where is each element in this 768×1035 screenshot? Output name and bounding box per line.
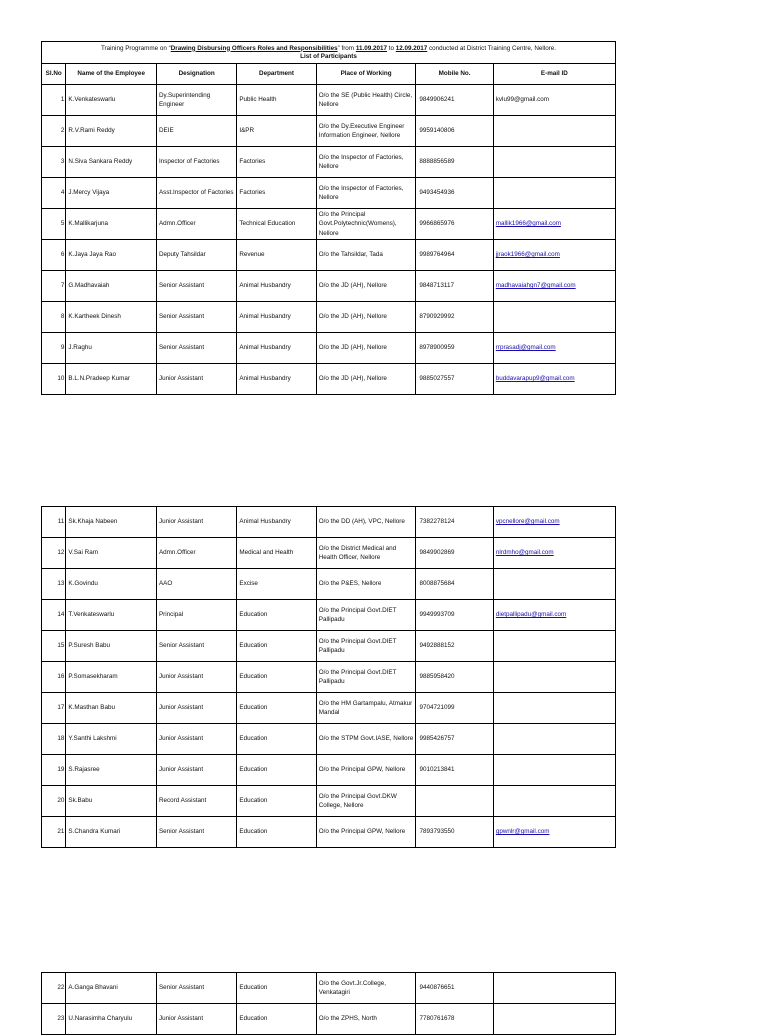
email-link[interactable]: jjraok1966@gmail.com xyxy=(495,251,560,259)
employee-name-cell: S.Chandra Kumari xyxy=(66,817,157,848)
email-cell xyxy=(493,973,615,1004)
email-cell xyxy=(493,147,615,178)
designation-cell: Deputy Tahsildar xyxy=(156,240,236,271)
designation-cell: Record Assistant xyxy=(156,786,236,817)
mobile-number-cell xyxy=(416,786,493,817)
employee-name-cell: Y.Santhi Lakshmi xyxy=(66,724,157,755)
department-cell: Education xyxy=(237,1004,316,1035)
department-cell: Technical Education xyxy=(237,209,316,240)
designation-cell: Admn.Officer xyxy=(156,538,236,569)
table-row xyxy=(42,147,616,178)
place-of-working-cell: O/o the P&ES, Nellore xyxy=(316,569,416,600)
serial-number-cell: 7 xyxy=(42,271,66,302)
table-row xyxy=(42,364,616,395)
mobile-number-cell: 9010213841 xyxy=(416,755,493,786)
employee-name-cell: K.Govindu xyxy=(66,569,157,600)
department-cell: Animal Husbandry xyxy=(237,271,316,302)
department-cell: Education xyxy=(237,724,316,755)
designation-cell: Junior Assistant xyxy=(156,724,236,755)
table-row xyxy=(42,507,616,538)
email-cell xyxy=(493,240,615,271)
email-cell xyxy=(493,507,615,538)
participants-table-page-3 xyxy=(41,972,616,1035)
department-cell: Animal Husbandry xyxy=(237,333,316,364)
department-cell: Education xyxy=(237,600,316,631)
designation-cell: AAO xyxy=(156,569,236,600)
table-row xyxy=(42,600,616,631)
email-cell xyxy=(493,755,615,786)
mobile-number-cell: 9848713117 xyxy=(416,271,493,302)
serial-number-cell: 22 xyxy=(42,973,66,1004)
table-row xyxy=(42,755,616,786)
employee-name-cell: A.Ganga Bhavani xyxy=(66,973,157,1004)
employee-name-cell: R.V.Rami Reddy xyxy=(66,116,157,147)
place-of-working-cell: O/o the JD (AH), Nellore xyxy=(316,271,416,302)
serial-number-cell: 4 xyxy=(42,178,66,209)
place-of-working-cell: O/o the Inspector of Factories, Nellore xyxy=(316,147,416,178)
serial-number-cell: 8 xyxy=(42,302,66,333)
table-row xyxy=(42,271,616,302)
serial-number-cell: 9 xyxy=(42,333,66,364)
place-of-working-cell: O/o the Dy.Executive Engineer Information Engineer, Nellore xyxy=(316,116,416,147)
serial-number-cell: 12 xyxy=(42,538,66,569)
designation-cell: Senior Assistant xyxy=(156,973,236,1004)
table-row xyxy=(42,85,616,116)
employee-name-cell: K.Kartheek Dinesh xyxy=(66,302,157,333)
table-row xyxy=(42,693,616,724)
department-cell: Revenue xyxy=(237,240,316,271)
email-link[interactable]: dietpallipadu@gmail.com xyxy=(495,611,567,619)
column-header: Name of the Employee xyxy=(66,64,157,85)
place-of-working-cell: O/o the SE (Public Health) Circle, Nellore xyxy=(316,85,416,116)
department-cell: Animal Husbandry xyxy=(237,302,316,333)
serial-number-cell: 2 xyxy=(42,116,66,147)
department-cell: Animal Husbandry xyxy=(237,507,316,538)
place-of-working-cell: O/o the Inspector of Factories, Nellore xyxy=(316,178,416,209)
place-of-working-cell: O/o the HM Gartampalu, Atmakur Mandal xyxy=(316,693,416,724)
email-link[interactable]: vpcnellore@gmail.com xyxy=(495,518,560,526)
designation-cell: DEIE xyxy=(156,116,236,147)
designation-cell: Junior Assistant xyxy=(156,693,236,724)
table-row xyxy=(42,538,616,569)
table-row xyxy=(42,786,616,817)
table-row xyxy=(42,302,616,333)
employee-name-cell: K.Venkateswarlu xyxy=(66,85,157,116)
department-cell: Education xyxy=(237,693,316,724)
list-title: List of Participants xyxy=(300,53,357,60)
mobile-number-cell: 9704721099 xyxy=(416,693,493,724)
serial-number-cell: 16 xyxy=(42,662,66,693)
mobile-number-cell: 9885027557 xyxy=(416,364,493,395)
department-cell: Education xyxy=(237,973,316,1004)
email-cell xyxy=(493,302,615,333)
email-cell xyxy=(493,364,615,395)
department-cell: Education xyxy=(237,755,316,786)
place-of-working-cell: O/o the Principal Govt.Polytechnic(Womens), Nellore xyxy=(316,209,416,240)
designation-cell: Senior Assistant xyxy=(156,817,236,848)
email-cell xyxy=(493,178,615,209)
serial-number-cell: 3 xyxy=(42,147,66,178)
email-cell xyxy=(493,786,615,817)
participants-table-page-1 xyxy=(41,41,616,395)
table-row xyxy=(42,116,616,147)
table-row xyxy=(42,724,616,755)
mobile-number-cell: 8790929992 xyxy=(416,302,493,333)
email-cell xyxy=(493,724,615,755)
department-cell: Education xyxy=(237,817,316,848)
department-cell: Public Health xyxy=(237,85,316,116)
table-row xyxy=(42,973,616,1004)
mobile-number-cell: 7780761678 xyxy=(416,1004,493,1035)
serial-number-cell: 10 xyxy=(42,364,66,395)
serial-number-cell: 20 xyxy=(42,786,66,817)
designation-cell: Dy.Superintending Engineer xyxy=(156,85,236,116)
email-cell xyxy=(493,662,615,693)
place-of-working-cell: O/o the Principal Govt.DIET Pallipadu xyxy=(316,662,416,693)
document-title: Training Programme on “Drawing Disbursing Officers Roles and Responsibilities” from 11.09.2017 to 12.09.2017 conducted at District Training Centre, Nellore. List of Participants xyxy=(42,42,616,64)
table-row xyxy=(42,178,616,209)
email-link[interactable]: mallik1966@gmail.com xyxy=(495,220,561,228)
email-cell xyxy=(493,1004,615,1035)
department-cell: Medical and Health xyxy=(237,538,316,569)
place-of-working-cell: O/o the District Medical and Health Officer, Nellore xyxy=(316,538,416,569)
table-row xyxy=(42,817,616,848)
mobile-number-cell: 9959140806 xyxy=(416,116,493,147)
email-cell: kvlu99@gmail.com xyxy=(493,85,615,116)
place-of-working-cell: O/o the JD (AH), Nellore xyxy=(316,302,416,333)
place-of-working-cell: O/o the DD (AH), VPC, Nellore xyxy=(316,507,416,538)
mobile-number-cell: 9985426757 xyxy=(416,724,493,755)
column-header: E-mail ID xyxy=(493,64,615,85)
mobile-number-cell: 9885958420 xyxy=(416,662,493,693)
place-of-working-cell: O/o the Principal GPW, Nellore xyxy=(316,755,416,786)
column-header: Department xyxy=(237,64,316,85)
employee-name-cell: J.Mercy Vijaya xyxy=(66,178,157,209)
mobile-number-cell: 9849902869 xyxy=(416,538,493,569)
department-cell: Factories xyxy=(237,147,316,178)
serial-number-cell: 14 xyxy=(42,600,66,631)
column-header: Mobile No. xyxy=(416,64,493,85)
serial-number-cell: 15 xyxy=(42,631,66,662)
employee-name-cell: B.L.N.Pradeep Kumar xyxy=(66,364,157,395)
table-row xyxy=(42,569,616,600)
mobile-number-cell: 9492888152 xyxy=(416,631,493,662)
mobile-number-cell: 9440876651 xyxy=(416,973,493,1004)
employee-name-cell: K.Masthan Babu xyxy=(66,693,157,724)
table-row xyxy=(42,631,616,662)
mobile-number-cell: 9966865976 xyxy=(416,209,493,240)
employee-name-cell: Sk.Babu xyxy=(66,786,157,817)
place-of-working-cell: O/o the Principal GPW, Nellore xyxy=(316,817,416,848)
department-cell: Education xyxy=(237,631,316,662)
email-cell xyxy=(493,631,615,662)
employee-name-cell: S.Rajasree xyxy=(66,755,157,786)
employee-name-cell: V.Sai Ram xyxy=(66,538,157,569)
table-row xyxy=(42,209,616,240)
email-link[interactable]: nlrdmho@gmail.com xyxy=(495,549,554,557)
designation-cell: Junior Assistant xyxy=(156,507,236,538)
column-header: Sl.No xyxy=(42,64,66,85)
designation-cell: Junior Assistant xyxy=(156,755,236,786)
employee-name-cell: T.Venkateswarlu xyxy=(66,600,157,631)
designation-cell: Junior Assistant xyxy=(156,662,236,693)
mobile-number-cell: 7893793550 xyxy=(416,817,493,848)
email-cell xyxy=(493,600,615,631)
designation-cell: Senior Assistant xyxy=(156,302,236,333)
serial-number-cell: 19 xyxy=(42,755,66,786)
place-of-working-cell: O/o the STPM Govt.IASE, Nellore xyxy=(316,724,416,755)
email-cell xyxy=(493,569,615,600)
email-link[interactable]: madhavaiahgn7@gmail.com xyxy=(495,282,576,290)
email-cell xyxy=(493,209,615,240)
table-header-row xyxy=(42,64,616,85)
place-of-working-cell: O/o the Govt.Jr.College, Venkatagiri xyxy=(316,973,416,1004)
mobile-number-cell: 8008875684 xyxy=(416,569,493,600)
department-cell: I&PR xyxy=(237,116,316,147)
table-row xyxy=(42,1004,616,1035)
designation-cell: Senior Assistant xyxy=(156,631,236,662)
employee-name-cell: P.Suresh Babu xyxy=(66,631,157,662)
mobile-number-cell: 7382278124 xyxy=(416,507,493,538)
department-cell: Factories xyxy=(237,178,316,209)
designation-cell: Asst.Inspector of Factories xyxy=(156,178,236,209)
email-cell xyxy=(493,693,615,724)
serial-number-cell: 5 xyxy=(42,209,66,240)
place-of-working-cell: O/o the Principal Govt.DIET Pallipadu xyxy=(316,600,416,631)
mobile-number-cell: 9493454936 xyxy=(416,178,493,209)
email-link[interactable]: rrprasadj@gmail.com xyxy=(495,344,556,352)
designation-cell: Senior Assistant xyxy=(156,333,236,364)
place-of-working-cell: O/o the Tahsildar, Tada xyxy=(316,240,416,271)
place-of-working-cell: O/o the JD (AH), Nellore xyxy=(316,364,416,395)
serial-number-cell: 23 xyxy=(42,1004,66,1035)
place-of-working-cell: O/o the JD (AH), Nellore xyxy=(316,333,416,364)
employee-name-cell: G.Madhavaiah xyxy=(66,271,157,302)
email-link[interactable]: gpwnlr@gmail.com xyxy=(495,828,550,836)
email-cell xyxy=(493,817,615,848)
employee-name-cell: Sk.Khaja Nabeen xyxy=(66,507,157,538)
mobile-number-cell: 9989764964 xyxy=(416,240,493,271)
designation-cell: Junior Assistant xyxy=(156,364,236,395)
designation-cell: Inspector of Factories xyxy=(156,147,236,178)
serial-number-cell: 11 xyxy=(42,507,66,538)
employee-name-cell: U.Narasimha Charyulu xyxy=(66,1004,157,1035)
department-cell: Excise xyxy=(237,569,316,600)
table-row xyxy=(42,333,616,364)
place-of-working-cell: O/o the ZPHS, North xyxy=(316,1004,416,1035)
table-row xyxy=(42,240,616,271)
place-of-working-cell: O/o the Principal Govt.DIET Pallipadu xyxy=(316,631,416,662)
serial-number-cell: 21 xyxy=(42,817,66,848)
serial-number-cell: 1 xyxy=(42,85,66,116)
mobile-number-cell: 8888856589 xyxy=(416,147,493,178)
email-cell xyxy=(493,116,615,147)
serial-number-cell: 17 xyxy=(42,693,66,724)
mobile-number-cell: 9949993709 xyxy=(416,600,493,631)
email-link[interactable]: buddavarapup9@gmail.com xyxy=(495,375,575,383)
participants-table-page-2 xyxy=(41,506,616,848)
serial-number-cell: 13 xyxy=(42,569,66,600)
designation-cell: Senior Assistant xyxy=(156,271,236,302)
email-cell xyxy=(493,333,615,364)
mobile-number-cell: 9849906241 xyxy=(416,85,493,116)
employee-name-cell: N.Siva Sankara Reddy xyxy=(66,147,157,178)
email-cell xyxy=(493,538,615,569)
department-cell: Education xyxy=(237,786,316,817)
department-cell: Animal Husbandry xyxy=(237,364,316,395)
employee-name-cell: P.Somasekharam xyxy=(66,662,157,693)
employee-name-cell: K.Mallikarjuna xyxy=(66,209,157,240)
place-of-working-cell: O/o the Principal Govt.DKW College, Nellore xyxy=(316,786,416,817)
column-header: Designation xyxy=(156,64,236,85)
serial-number-cell: 18 xyxy=(42,724,66,755)
employee-name-cell: J.Raghu xyxy=(66,333,157,364)
table-row xyxy=(42,662,616,693)
column-header: Place of Working xyxy=(316,64,416,85)
mobile-number-cell: 8978900959 xyxy=(416,333,493,364)
serial-number-cell: 6 xyxy=(42,240,66,271)
email-cell xyxy=(493,271,615,302)
employee-name-cell: K.Jaya Jaya Rao xyxy=(66,240,157,271)
designation-cell: Principal xyxy=(156,600,236,631)
designation-cell: Junior Assistant xyxy=(156,1004,236,1035)
department-cell: Education xyxy=(237,662,316,693)
designation-cell: Admn.Officer xyxy=(156,209,236,240)
